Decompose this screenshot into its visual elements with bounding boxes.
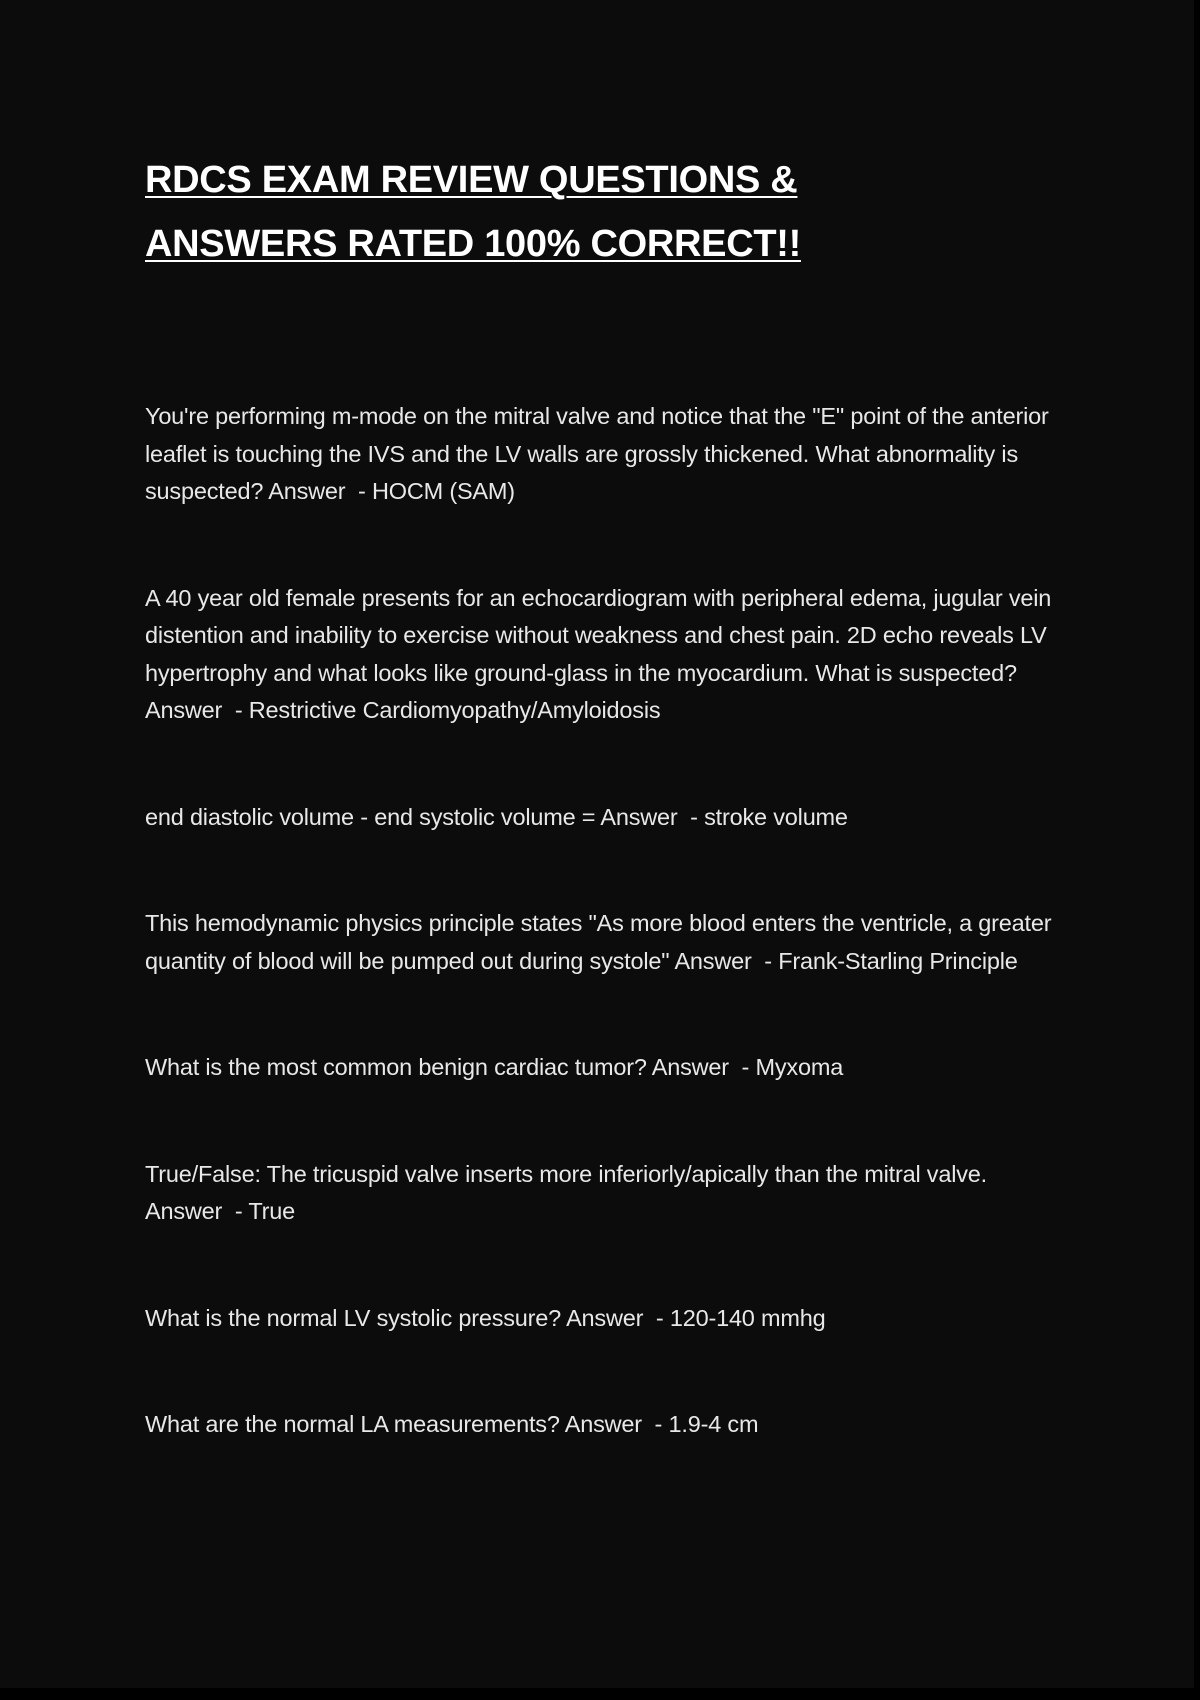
qa-item: A 40 year old female presents for an echocardiogram with peripheral edema, jugular vein distention and inability to exercise without weakness and chest pain. 2D echo reveals LV hypertrophy and what looks like ground-glass in the myocardium. What is suspected? Answer - Restrictive Cardiomyopathy/Amyloidosis (145, 584, 1058, 723)
qa-item: This hemodynamic physics principle states "As more blood enters the ventricle, a greater quantity of blood will be pumped out during systole" Answer - Frank-Starling Principle (145, 910, 1058, 974)
title-line-2: ANSWERS RATED 100% CORRECT!! (145, 223, 801, 265)
qa-item: You're performing m-mode on the mitral valve and notice that the "E" point of the anterior leaflet is touching the IVS and the LV walls are grossly thickened. What abnormality is suspected? Answer - HOCM (SAM) (145, 403, 1055, 504)
qa-item: end diastolic volume - end systolic volume = Answer - stroke volume (145, 803, 848, 830)
document-title (145, 148, 1065, 276)
qa-item: True/False: The tricuspid valve inserts more inferiorly/apically than the mitral valve. Answer - True (145, 1160, 993, 1224)
qa-item: What is the most common benign cardiac tumor? Answer - Myxoma (145, 1054, 844, 1080)
qa-item: What is the normal LV systolic pressure? Answer - 120-140 mmhg (145, 1304, 826, 1331)
document-content (145, 148, 1065, 1513)
title-line-1: RDCS EXAM REVIEW QUESTIONS & (145, 159, 798, 201)
qa-item: What are the normal LA measurements? Answer - 1.9-4 cm (145, 1411, 759, 1437)
qa-list (145, 398, 1065, 1444)
page-edge-bottom (0, 1688, 1200, 1700)
page-edge-right (1194, 0, 1200, 1700)
